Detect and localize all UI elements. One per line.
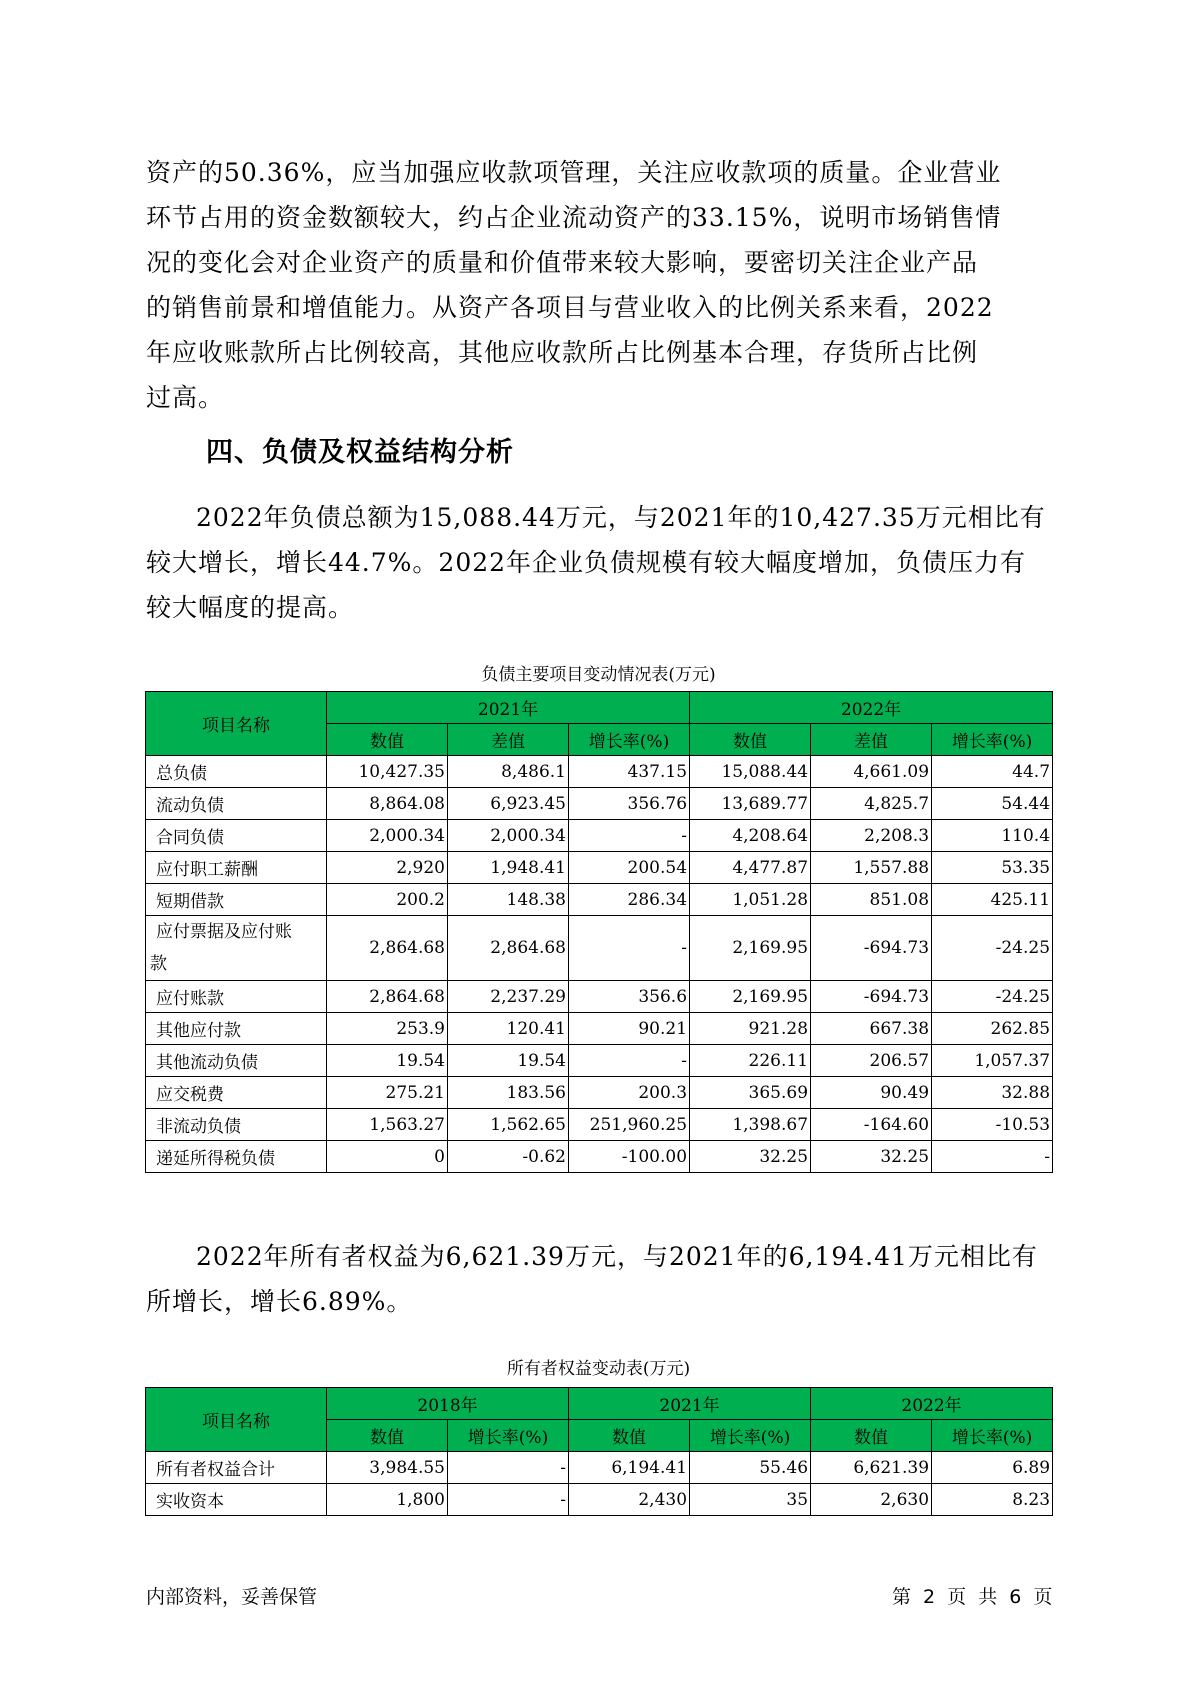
cell: 1,557.88	[811, 852, 932, 884]
section-heading: 四、负债及权益结构分析	[206, 437, 514, 468]
table-row	[146, 1452, 1053, 1484]
cell: -	[569, 1045, 690, 1077]
row-name: 其他流动负债	[146, 1045, 327, 1077]
cell: 437.15	[569, 756, 690, 788]
table-row	[146, 1141, 1053, 1173]
header-item-name: 项目名称	[146, 692, 327, 756]
cell: 2,920	[327, 852, 448, 884]
text-line: 较大幅度的提高。	[146, 593, 355, 622]
text-line: 年应收账款所占比例较高，其他应收款所占比例基本合理，存货所占比例	[146, 338, 979, 367]
cell: -694.73	[811, 916, 932, 981]
cell: 55.46	[690, 1452, 811, 1484]
cell: 8.23	[932, 1484, 1053, 1516]
table-row	[146, 1013, 1053, 1045]
table-row	[146, 1484, 1053, 1516]
cell: 200.54	[569, 852, 690, 884]
cell: 2,630	[811, 1484, 932, 1516]
text-line: 况的变化会对企业资产的质量和价值带来较大影响，要密切关注企业产品	[146, 248, 979, 277]
cell: 0	[327, 1141, 448, 1173]
table-row	[146, 884, 1053, 916]
text-line: 所增长，增长6.89%。	[146, 1287, 413, 1316]
cell: 251,960.25	[569, 1109, 690, 1141]
header-year: 2021年	[569, 1388, 811, 1420]
cell: 90.21	[569, 1013, 690, 1045]
cell: 1,563.27	[327, 1109, 448, 1141]
cell: 13,689.77	[690, 788, 811, 820]
cell: 4,208.64	[690, 820, 811, 852]
table-row	[146, 1109, 1053, 1141]
table-row	[146, 788, 1053, 820]
row-name	[146, 916, 327, 981]
cell: 32.88	[932, 1077, 1053, 1109]
cell: 53.35	[932, 852, 1053, 884]
cell: 32.25	[811, 1141, 932, 1173]
row-name: 应交税费	[146, 1077, 327, 1109]
cell: -0.62	[448, 1141, 569, 1173]
cell: -	[569, 916, 690, 981]
paragraph-equity-summary	[146, 1234, 1051, 1324]
cell: 1,562.65	[448, 1109, 569, 1141]
cell: 356.76	[569, 788, 690, 820]
header-diff: 差值	[811, 724, 932, 756]
cell: 1,800	[327, 1484, 448, 1516]
cell: 6,621.39	[811, 1452, 932, 1484]
cell: 2,169.95	[690, 981, 811, 1013]
header-item-name: 项目名称	[146, 1388, 327, 1452]
cell: 2,864.68	[448, 916, 569, 981]
cell: 226.11	[690, 1045, 811, 1077]
cell: 32.25	[690, 1141, 811, 1173]
table-row	[146, 756, 1053, 788]
cell: 921.28	[690, 1013, 811, 1045]
header-diff: 差值	[448, 724, 569, 756]
row-name: 流动负债	[146, 788, 327, 820]
header-value: 数值	[690, 724, 811, 756]
header-rate: 增长率(%)	[569, 724, 690, 756]
cell: 253.9	[327, 1013, 448, 1045]
row-name-line: 应付票据及应付账	[156, 922, 292, 942]
cell: 1,057.37	[932, 1045, 1053, 1077]
header-value: 数值	[569, 1420, 690, 1452]
text-line: 的销售前景和增值能力。从资产各项目与营业收入的比例关系来看，2022	[146, 293, 994, 322]
cell: 10,427.35	[327, 756, 448, 788]
cell: -10.53	[932, 1109, 1053, 1141]
cell: 148.38	[448, 884, 569, 916]
cell: 8,864.08	[327, 788, 448, 820]
cell: -24.25	[932, 916, 1053, 981]
table-row	[146, 916, 1053, 981]
row-name: 应付账款	[146, 981, 327, 1013]
cell: 110.4	[932, 820, 1053, 852]
cell: 4,825.7	[811, 788, 932, 820]
cell: 4,477.87	[690, 852, 811, 884]
row-name: 总负债	[146, 756, 327, 788]
header-value: 数值	[327, 1420, 448, 1452]
cell: 183.56	[448, 1077, 569, 1109]
cell: 2,208.3	[811, 820, 932, 852]
cell: 2,169.95	[690, 916, 811, 981]
cell: -	[932, 1141, 1053, 1173]
cell: 54.44	[932, 788, 1053, 820]
cell: -100.00	[569, 1141, 690, 1173]
paragraph-asset-analysis	[146, 150, 1051, 420]
cell: 2,000.34	[327, 820, 448, 852]
row-name: 实收资本	[146, 1484, 327, 1516]
header-rate: 增长率(%)	[932, 1420, 1053, 1452]
cell: 6.89	[932, 1452, 1053, 1484]
cell: 1,051.28	[690, 884, 811, 916]
footer-page-number: 第 2 页 共 6 页	[892, 1586, 1053, 1608]
cell: 1,948.41	[448, 852, 569, 884]
text-line: 2022年所有者权益为6,621.39万元，与2021年的6,194.41万元相比有	[196, 1242, 1038, 1271]
cell: -	[448, 1484, 569, 1516]
table-row	[146, 1077, 1053, 1109]
cell: 425.11	[932, 884, 1053, 916]
header-value: 数值	[327, 724, 448, 756]
row-name: 所有者权益合计	[146, 1452, 327, 1484]
table-caption: 所有者权益变动表(万元)	[506, 1359, 691, 1379]
cell: 6,194.41	[569, 1452, 690, 1484]
header-year: 2018年	[327, 1388, 569, 1420]
table-caption: 负债主要项目变动情况表(万元)	[481, 665, 716, 685]
header-rate: 增长率(%)	[690, 1420, 811, 1452]
equity-table	[145, 1387, 1053, 1516]
cell: 206.57	[811, 1045, 932, 1077]
cell: 2,237.29	[448, 981, 569, 1013]
header-year: 2021年	[327, 692, 690, 724]
cell: 19.54	[448, 1045, 569, 1077]
cell: -164.60	[811, 1109, 932, 1141]
header-rate: 增长率(%)	[448, 1420, 569, 1452]
row-name: 合同负债	[146, 820, 327, 852]
row-name-line: 款	[150, 954, 167, 974]
cell: -	[448, 1452, 569, 1484]
paragraph-liability-summary	[146, 495, 1051, 630]
row-name: 应付职工薪酬	[146, 852, 327, 884]
table-row	[146, 820, 1053, 852]
header-rate: 增长率(%)	[932, 724, 1053, 756]
cell: 8,486.1	[448, 756, 569, 788]
cell: 356.6	[569, 981, 690, 1013]
text-line: 较大增长，增长44.7%。2022年企业负债规模有较大幅度增加，负债压力有	[146, 548, 1027, 577]
cell: -	[569, 820, 690, 852]
table-row	[146, 981, 1053, 1013]
cell: 90.49	[811, 1077, 932, 1109]
cell: 15,088.44	[690, 756, 811, 788]
cell: 2,864.68	[327, 916, 448, 981]
text-line: 环节占用的资金数额较大，约占企业流动资产的33.15%，说明市场销售情	[146, 203, 1002, 232]
cell: 262.85	[932, 1013, 1053, 1045]
table-row	[146, 852, 1053, 884]
text-line: 资产的50.36%，应当加强应收款项管理，关注应收款项的质量。企业营业	[146, 158, 1002, 187]
cell: 4,661.09	[811, 756, 932, 788]
liability-table	[145, 691, 1053, 1173]
header-value: 数值	[811, 1420, 932, 1452]
cell: 286.34	[569, 884, 690, 916]
cell: 44.7	[932, 756, 1053, 788]
cell: -694.73	[811, 981, 932, 1013]
cell: 275.21	[327, 1077, 448, 1109]
footer-confidential-note: 内部资料，妥善保管	[146, 1586, 318, 1608]
cell: 2,430	[569, 1484, 690, 1516]
cell: 1,398.67	[690, 1109, 811, 1141]
cell: 667.38	[811, 1013, 932, 1045]
cell: 365.69	[690, 1077, 811, 1109]
cell: 851.08	[811, 884, 932, 916]
table-row	[146, 1045, 1053, 1077]
cell: 2,000.34	[448, 820, 569, 852]
cell: 200.3	[569, 1077, 690, 1109]
text-line: 2022年负债总额为15,088.44万元，与2021年的10,427.35万元相比有	[196, 503, 1046, 532]
cell: 2,864.68	[327, 981, 448, 1013]
cell: 19.54	[327, 1045, 448, 1077]
row-name: 短期借款	[146, 884, 327, 916]
cell: 6,923.45	[448, 788, 569, 820]
header-year: 2022年	[811, 1388, 1053, 1420]
cell: -24.25	[932, 981, 1053, 1013]
cell: 3,984.55	[327, 1452, 448, 1484]
row-name: 非流动负债	[146, 1109, 327, 1141]
cell: 35	[690, 1484, 811, 1516]
cell: 120.41	[448, 1013, 569, 1045]
header-year: 2022年	[690, 692, 1053, 724]
row-name: 递延所得税负债	[146, 1141, 327, 1173]
cell: 200.2	[327, 884, 448, 916]
text-line: 过高。	[146, 383, 225, 412]
row-name: 其他应付款	[146, 1013, 327, 1045]
